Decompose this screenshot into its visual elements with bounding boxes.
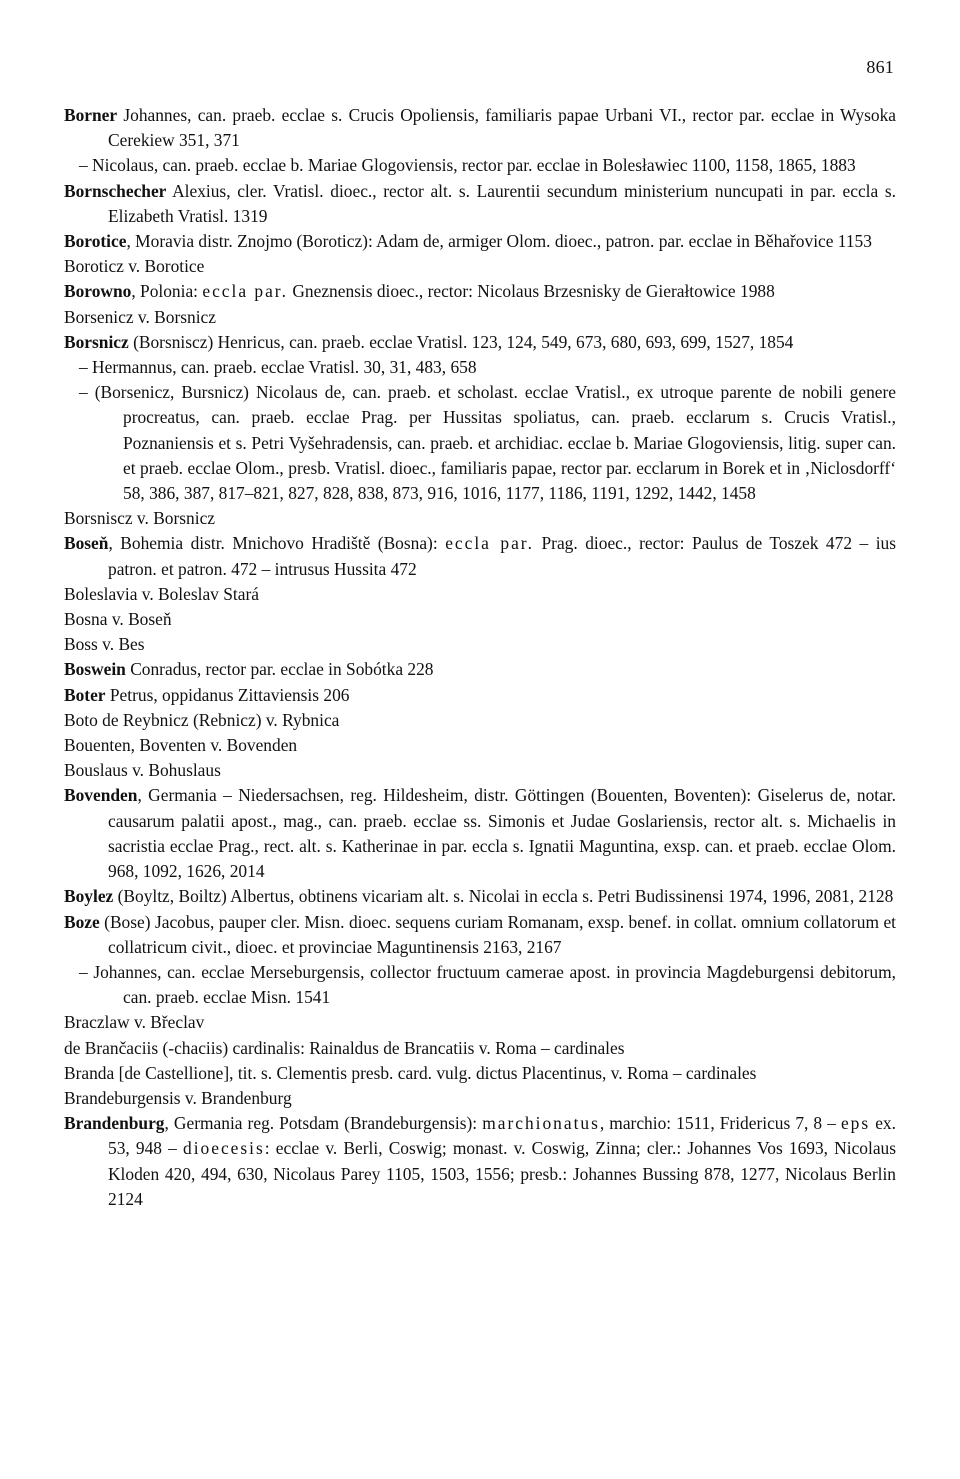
index-entry (64, 531, 896, 581)
entry-lemma: Borowno (64, 281, 132, 302)
index-entry (64, 910, 896, 960)
index-sub-entry: – Johannes, can. ecclae Merseburgensis, collector fructuum camerae apost. in provincia Magdeburgensi debitorum, can. praeb. ecclae Misn. 1541 (79, 961, 896, 1008)
index-entry (64, 279, 896, 304)
entry-text: , Moravia distr. Znojmo (Boroticz): Adam de, armiger Olom. dioec., patron. par. ecclae in Běhařovice 1153 (126, 231, 872, 252)
index-entry (64, 229, 896, 254)
page-number: 861 (866, 57, 894, 77)
entry-lemma: Borotice (64, 231, 127, 252)
index-cross-reference: Brandeburgensis v. Brandenburg (64, 1087, 292, 1108)
index-cross-reference: Branda [de Castellione], tit. s. Clementis presb. card. vulg. dictus Placentinus, v. Roma – cardinales (64, 1062, 757, 1083)
entry-text: (Boyltz, Boiltz) Albertus, obtinens vicariam alt. s. Nicolai in eccla s. Petri Budissinensi 1974, 1996, 2081, 2128 (113, 886, 894, 907)
entry-text: Conradus, rector par. ecclae in Sobótka 228 (125, 659, 434, 680)
index-sub-entry: – (Borsenicz, Bursnicz) Nicolaus de, can. praeb. et scholast. ecclae Vratisl., ex utroque parente de nobili genere procreatus, can. praeb. ecclae Prag. per Hussitas spoliatus, can. praeb. ecclarum s. Crucis Vratisl., Poznaniensis et s. Petri Vyšehradensis, can. praeb. et archidiac. ecclae b. Mariae Glogoviensis, litig. super can. et praeb. ecclae Olom., presb. Vratisl. dioec., familiaris papae, rector par. ecclarum in Borek et in ‚Niclosdorff‘ 58, 386, 387, 817–821, 827, 828, 838, 873, 916, 1016, 1177, 1186, 1191, 1292, 1442, 1458 (79, 382, 896, 504)
entry-lemma: Borner (64, 105, 118, 125)
index-entry (64, 657, 896, 682)
entry-text: : ecclae v. Berli, Coswig; monast. v. Coswig, Zinna; cler.: Johannes Vos 1693, Nicolaus Kloden 420, 494, 630, Nicolaus Parey 1105, 1503, 1556; presb.: Johannes Bussing 878, 1277, Nicolaus Berlin 2124 (108, 1138, 897, 1209)
entry-lemma: Boseň (64, 533, 109, 554)
index-cross-reference: Bouslaus v. Bohuslaus (64, 760, 221, 781)
entry-text: , Bohemia distr. Mnichovo Hradiště (Bosna): (108, 533, 446, 554)
index-entry (64, 683, 896, 708)
entry-text: Alexius, cler. Vratisl. dioec., rector alt. s. Laurentii secundum ministerium nuncupati in par. eccla s. Elizabeth Vratisl. 1319 (108, 180, 896, 226)
entry-text: , Polonia: (131, 281, 203, 302)
index-cross-reference: de Brančaciis (-chaciis) cardinalis: Rainaldus de Brancatiis v. Roma – cardinales (64, 1037, 625, 1058)
index-entry (64, 1111, 896, 1212)
entry-spaced-term: marchionatus (482, 1113, 600, 1134)
entry-lemma: Boter (64, 684, 106, 705)
entry-lemma: Boze (64, 911, 100, 932)
entry-spaced-term: dioecesis (183, 1138, 265, 1159)
entry-text: (Borsniscz) Henricus, can. praeb. ecclae Vratisl. 123, 124, 549, 673, 680, 693, 699, 1527, 1854 (128, 331, 794, 352)
index-entries (64, 103, 896, 1212)
index-entry (64, 783, 896, 884)
index-cross-reference: Borsniscz v. Borsnicz (64, 508, 216, 529)
entry-spaced-term: eccla par. (445, 533, 534, 554)
entry-lemma: Bornschecher (64, 180, 167, 201)
entry-text: Prag. dioec., rector: Paulus de Toszek 472 – ius patron. et patron. 472 – intrusus Hussita 472 (108, 533, 897, 579)
index-cross-reference: Bouenten, Boventen v. Bovenden (64, 735, 298, 756)
index-cross-reference: Bosna v. Boseň (64, 609, 172, 630)
index-cross-reference: Boss v. Bes (64, 634, 145, 655)
entry-spaced-term: eps (840, 1113, 871, 1134)
entry-text: Gneznensis dioec., rector: Nicolaus Brzesnisky de Gierałtowice 1988 (288, 281, 775, 302)
index-cross-reference: Braczlaw v. Břeclav (64, 1012, 205, 1033)
entry-text: Johannes, can. praeb. ecclae s. Crucis Opoliensis, familiaris papae Urbani VI., rector par. ecclae in Wysoka Cerekiew 351, 371 (108, 105, 896, 151)
entry-lemma: Boswein (64, 659, 126, 680)
entry-lemma: Brandenburg (64, 1113, 165, 1134)
entry-text: , marchio: 1511, Fridericus 7, 8 – (599, 1113, 841, 1134)
index-entry (64, 179, 896, 229)
index-sub-entry: – Nicolaus, can. praeb. ecclae b. Mariae Glogoviensis, rector par. ecclae in Bolesławiec 1100, 1158, 1865, 1883 (79, 155, 856, 176)
index-cross-reference: Boto de Reybnicz (Rebnicz) v. Rybnica (64, 709, 340, 730)
entry-lemma: Boylez (64, 886, 114, 907)
index-entry (64, 103, 896, 153)
index-cross-reference: Boroticz v. Borotice (64, 256, 205, 277)
entry-text: (Bose) Jacobus, pauper cler. Misn. dioec. sequens curiam Romanam, exsp. benef. in collat. omnium collatorum et collatricum civit., dioec. et provinciae Maguntinensis 2163, 2167 (99, 911, 896, 957)
entry-lemma: Bovenden (64, 785, 138, 806)
index-sub-entry: – Hermannus, can. praeb. ecclae Vratisl. 30, 31, 483, 658 (79, 357, 477, 378)
index-entry (64, 330, 896, 355)
entry-spaced-term: eccla par. (202, 281, 288, 302)
index-cross-reference: Borsenicz v. Borsnicz (64, 306, 216, 327)
entry-text: Petrus, oppidanus Zittaviensis 206 (105, 684, 350, 705)
entry-text: , Germania – Niedersachsen, reg. Hildesheim, distr. Göttingen (Bouenten, Boventen): Giselerus de, notar. causarum palatii apost., mag., can. praeb. ecclae ss. Simonis et Judae Goslariensis, rector alt. s. Michaelis in sacristia ecclae Prag., rect. alt. s. Katherinae in par. eccla s. Ignatii Maguntina, exsp. can. et praeb. ecclae Olom. 968, 1092, 1626, 2014 (108, 785, 896, 882)
entry-text: ex. 53, 948 – (108, 1113, 896, 1159)
entry-text: , Germania reg. Potsdam (Brandeburgensis): (164, 1113, 483, 1134)
entry-lemma: Borsnicz (64, 331, 129, 352)
index-cross-reference: Boleslavia v. Boleslav Stará (64, 583, 259, 604)
index-entry (64, 884, 896, 909)
